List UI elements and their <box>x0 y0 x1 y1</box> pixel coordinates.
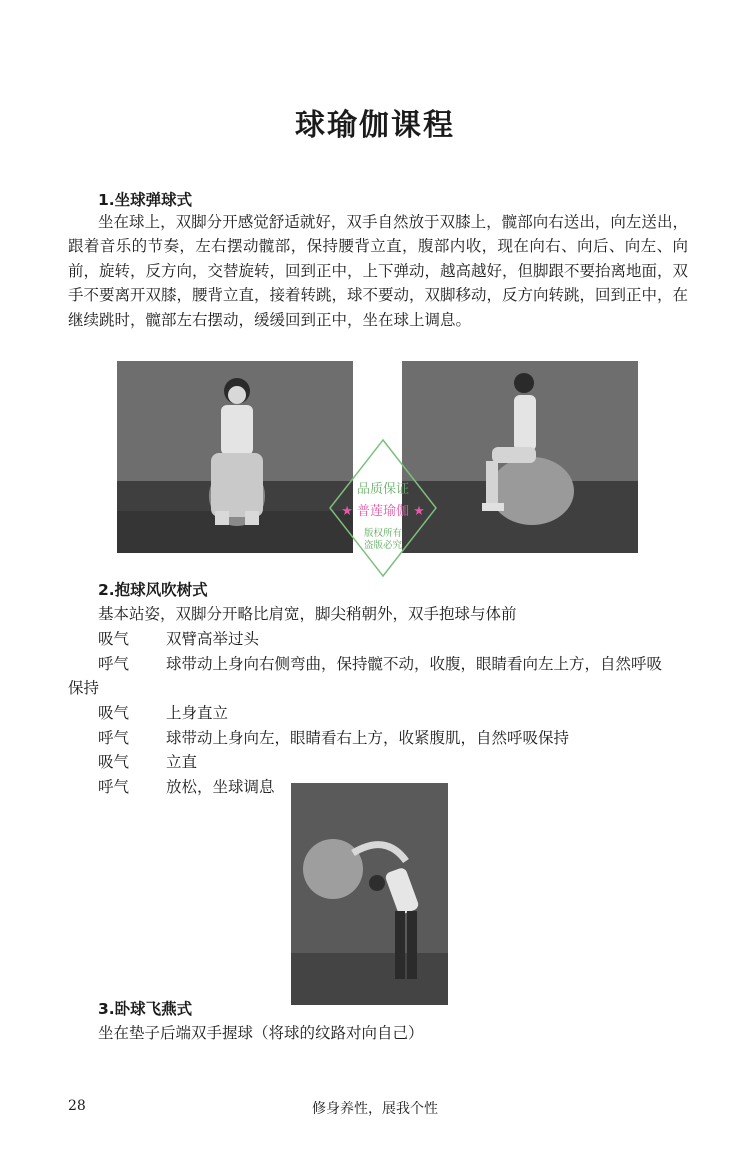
footer-slogan: 修身养性，展我个性 <box>312 1101 438 1117</box>
breath-action: 双臂高举过头 <box>166 630 260 648</box>
photo-side-bend-ball <box>291 783 448 1005</box>
watermark-line-1: 品质保证 <box>356 482 409 497</box>
breath-step-5 <box>98 750 197 772</box>
breath-step-1 <box>98 627 259 649</box>
watermark-stamp <box>328 438 438 578</box>
watermark-line-3a: 版权所有 <box>363 528 402 539</box>
watermark-line-3 <box>328 528 438 552</box>
breath-step-2 <box>98 652 662 674</box>
page-number: 28 <box>68 1098 86 1114</box>
breath-step-4 <box>98 726 569 748</box>
breath-label: 吸气 <box>98 630 130 648</box>
section-intro-2: 基本站姿，双脚分开略比肩宽，脚尖稍朝外，双手抱球与体前 <box>98 605 517 623</box>
breath-step-2-wrap: 保持 <box>68 679 100 697</box>
breath-action: 放松，坐球调息 <box>166 778 275 796</box>
breath-label: 呼气 <box>98 655 130 673</box>
breath-label: 吸气 <box>98 704 130 722</box>
photo-sitting-front <box>117 361 353 553</box>
section-heading-3: 3.卧球飞燕式 <box>98 1000 193 1018</box>
section-heading-1: 1.坐球弹球式 <box>98 191 193 209</box>
watermark-line-2: ★ 普莲瑜伽 ★ <box>341 504 425 519</box>
section-heading-2: 2.抱球风吹树式 <box>98 581 208 599</box>
breath-action: 球带动上身向左，眼睛看右上方，收紧腹肌，自然呼吸保持 <box>166 729 570 747</box>
breath-label: 呼气 <box>98 778 130 796</box>
page-title: 球瑜伽课程 <box>295 108 455 143</box>
breath-action: 上身直立 <box>166 704 229 722</box>
section-body-1: 坐在球上，双脚分开感觉舒适就好，双手自然放于双膝上，髋部向右送出，向左送出，跟着音乐的节奏，左右摆动髋部，保持腰背立直，腹部内收，现在向右、向后、向左、向前，旋转，反方向，交替旋转，回到正中，上下弹动，越高越好，但脚跟不要抬离地面，双手不要离开双膝，腰背立直，接着转跳，球不要动，双脚移动，反方向转跳，回到正中，在继续跳时，髋部左右摆动，缓缓回到正中，坐在球上调息。 <box>68 213 689 329</box>
breath-label: 呼气 <box>98 729 130 747</box>
breath-label: 吸气 <box>98 753 130 771</box>
breath-action: 球带动上身向右侧弯曲，保持髋不动，收腹，眼睛看向左上方，自然呼吸 <box>166 655 663 673</box>
watermark-line-3b: 盗版必究 <box>363 540 402 551</box>
breath-action: 立直 <box>166 753 198 771</box>
breath-step-6 <box>98 775 275 797</box>
breath-step-3 <box>98 701 228 723</box>
section-intro-3: 坐在垫子后端双手握球（将球的纹路对向自己） <box>98 1024 424 1042</box>
